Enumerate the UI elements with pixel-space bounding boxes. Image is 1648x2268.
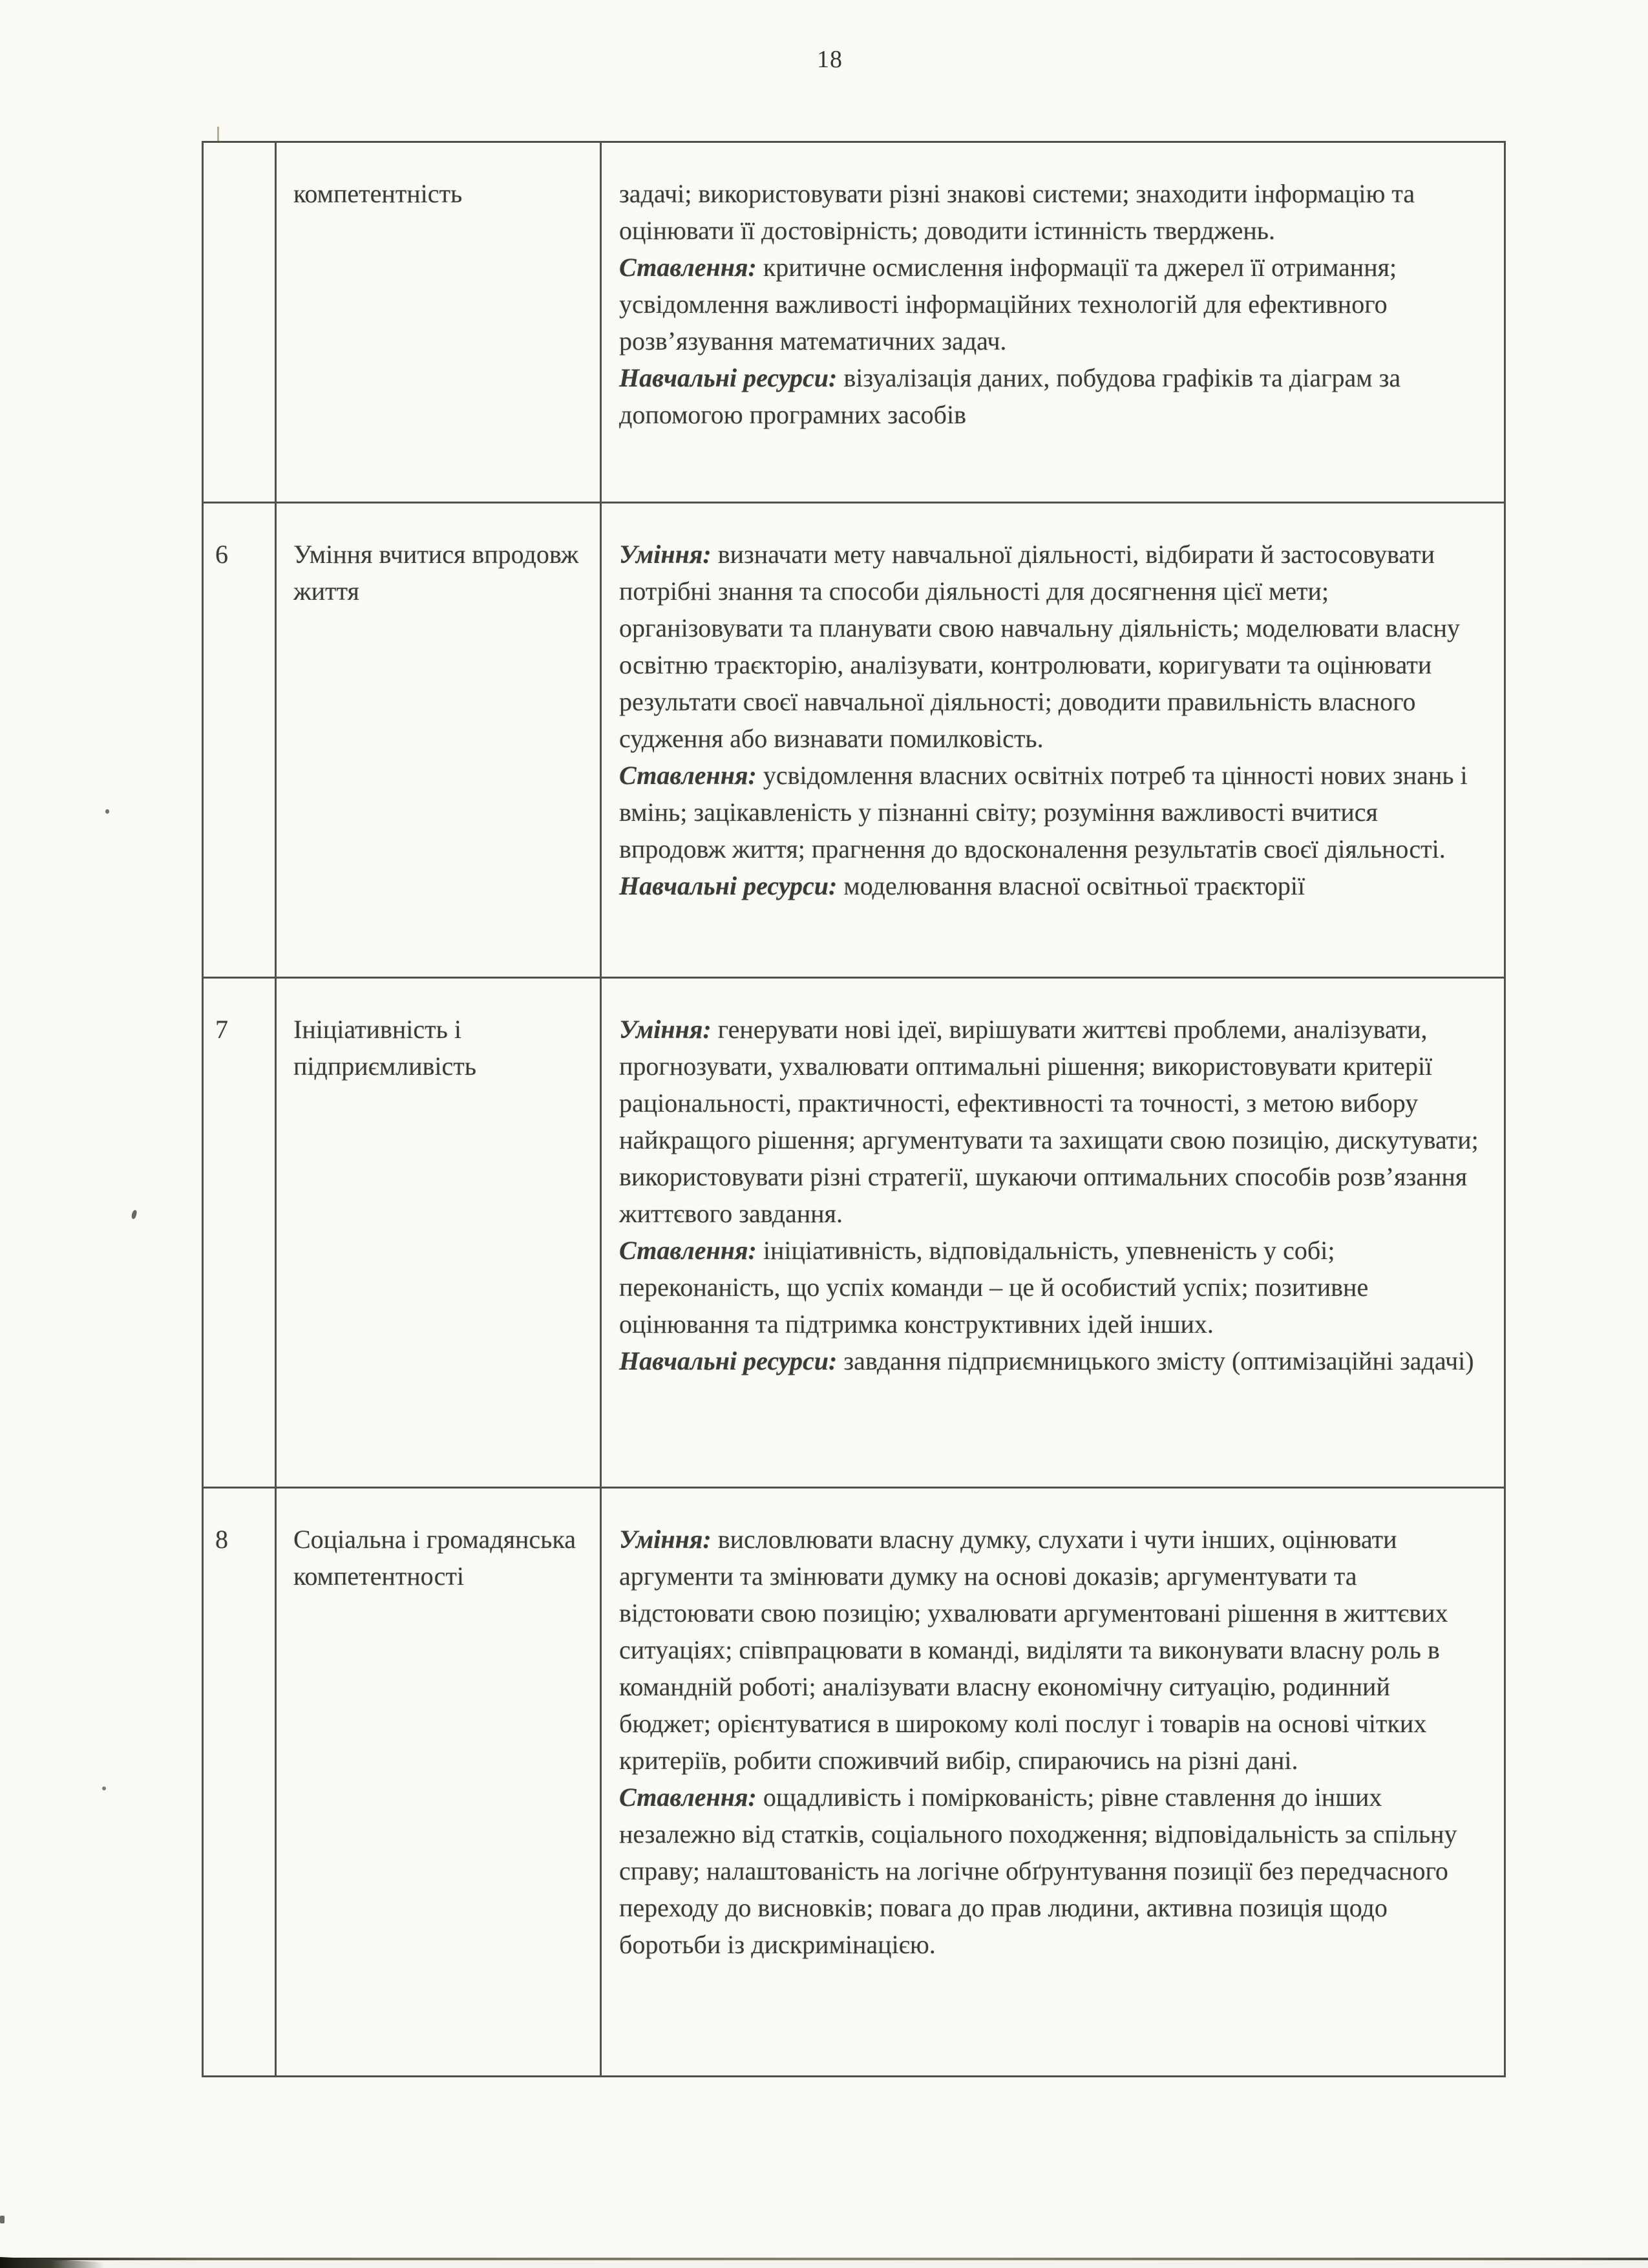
competencies-table — [202, 141, 1506, 2077]
paragraph — [619, 359, 1482, 433]
paragraph — [619, 249, 1482, 359]
paragraph — [619, 1342, 1482, 1379]
table-cell-number — [204, 143, 277, 503]
paragraph-label: Ставлення: — [619, 1236, 757, 1265]
table-cell-competency-name — [277, 143, 602, 503]
row-number: 6 — [215, 540, 228, 569]
paragraph-text: критичне осмислення інформації та джерел її отримання; усвідомлення важливості інформаційних технологій для ефективного розв’язування математичних задач. — [619, 253, 1397, 355]
paragraph — [619, 1232, 1482, 1342]
paragraph — [619, 536, 1482, 757]
scan-speck — [105, 809, 109, 814]
scan-speck — [0, 2216, 5, 2223]
scan-bottom-edge — [0, 2258, 1648, 2260]
page-number: 18 — [817, 46, 843, 73]
row-number: 8 — [215, 1525, 228, 1554]
paragraph — [619, 1011, 1482, 1232]
paragraph-label: Навчальні ресурси: — [619, 363, 838, 392]
paragraph — [619, 1779, 1482, 1963]
scan-bottom-margin — [0, 2260, 1648, 2268]
row-number: 7 — [215, 1015, 228, 1044]
scan-speck — [102, 1786, 106, 1790]
paragraph-text: візуалізація даних, побудова графіків та діаграм за допомогою програмних засобів — [619, 363, 1401, 429]
table-cell-description — [602, 979, 1504, 1489]
paragraph — [619, 175, 1482, 249]
scan-speck — [131, 1209, 138, 1219]
paragraph-text: усвідомлення власних освітніх потреб та цінності нових знань і вмінь; зацікавленість у пізнанні світу; розуміння важливості вчитися впродовж життя; прагнення до вдосконалення результатів своєї діяльності. — [619, 761, 1468, 864]
competency-name-text: компетентність — [293, 179, 463, 208]
paragraph-text: завдання підприємницького змісту (оптимізаційні задачі) — [837, 1346, 1474, 1375]
paragraph-text: генерувати нові ідеї, вирішувати життєві проблеми, аналізувати, прогнозувати, ухвалювати оптимальні рішення; використовувати критерії раціональності, практичності, ефективності та точності, з метою вибору найкращого рішення; аргументувати та захищати свою позицію, дискутувати; використовувати різні стратегії, шукаючи оптимальних способів розв’язання життєвого завдання. — [619, 1015, 1479, 1228]
paragraph-text: задачі; використовувати різні знакові системи; знаходити інформацію та оцінювати її достовірність; доводити істинність тверджень. — [619, 179, 1415, 245]
table-cell-competency-name — [277, 1489, 602, 2075]
paragraph-text: ощадливість і поміркованість; рівне ставлення до інших незалежно від статків, соціального походження; відповідальність за спільну справу; налаштованість на логічне обґрунтування позиції без передчасного переходу до висновків; повага до прав людини, активна позиція щодо боротьби із дискримінацією. — [619, 1783, 1457, 1959]
competency-name-text: Соціальна і громадянська компетентності — [293, 1525, 576, 1591]
paragraph-label: Ставлення: — [619, 761, 757, 790]
table-cell-description — [602, 1489, 1504, 2075]
paragraph-label: Ставлення: — [619, 253, 757, 282]
paragraph — [619, 1521, 1482, 1779]
competency-name-text: Уміння вчитися впродовж життя — [293, 540, 579, 606]
paragraph-text: моделювання власної освітньої траєкторії — [837, 871, 1305, 900]
table-cell-competency-name — [277, 979, 602, 1489]
paragraph-text: ініціативність, відповідальність, упевненість у собі; переконаність, що успіх команди – це й особистий успіх; позитивне оцінювання та підтримка конструктивних ідей інших. — [619, 1236, 1369, 1339]
paragraph-text: визначати мету навчальної діяльності, відбирати й застосовувати потрібні знання та способи діяльності для досягнення цієї мети; організовувати та планувати свою навчальну діяльність; моделювати власну освітню траєкторію, аналізувати, контролювати, коригувати та оцінювати результати своєї навчальної діяльності; доводити правильність власного судження або визнавати помилковість. — [619, 540, 1461, 753]
paragraph-label: Уміння: — [619, 1525, 712, 1554]
paragraph — [619, 757, 1482, 867]
paragraph-text: висловлювати власну думку, слухати і чути інших, оцінювати аргументи та змінювати думку на основі доказів; аргументувати та відстоювати свою позицію; ухвалювати аргументовані рішення в життєвих ситуаціях; співпрацювати в команді, виділяти та виконувати власну роль в командній роботі; аналізувати власну економічну ситуацію, родинний бюджет; орієнтуватися в широкому колі послуг і товарів на основі чітких критеріїв, робити споживчий вибір, спираючись на різні дані. — [619, 1525, 1448, 1775]
table-cell-description — [602, 503, 1504, 979]
scan-speck — [217, 127, 219, 141]
paragraph-label: Навчальні ресурси: — [619, 871, 838, 900]
paragraph-label: Уміння: — [619, 1015, 712, 1044]
competency-name-text: Ініціативність і підприємливість — [293, 1015, 477, 1081]
table-cell-description — [602, 143, 1504, 503]
table-cell-number — [204, 979, 277, 1489]
table-cell-number — [204, 503, 277, 979]
paragraph-label: Уміння: — [619, 540, 712, 569]
paragraph — [619, 867, 1482, 904]
paragraph-label: Навчальні ресурси: — [619, 1346, 838, 1375]
table-cell-number — [204, 1489, 277, 2075]
table-cell-competency-name — [277, 503, 602, 979]
paragraph-label: Ставлення: — [619, 1783, 757, 1812]
